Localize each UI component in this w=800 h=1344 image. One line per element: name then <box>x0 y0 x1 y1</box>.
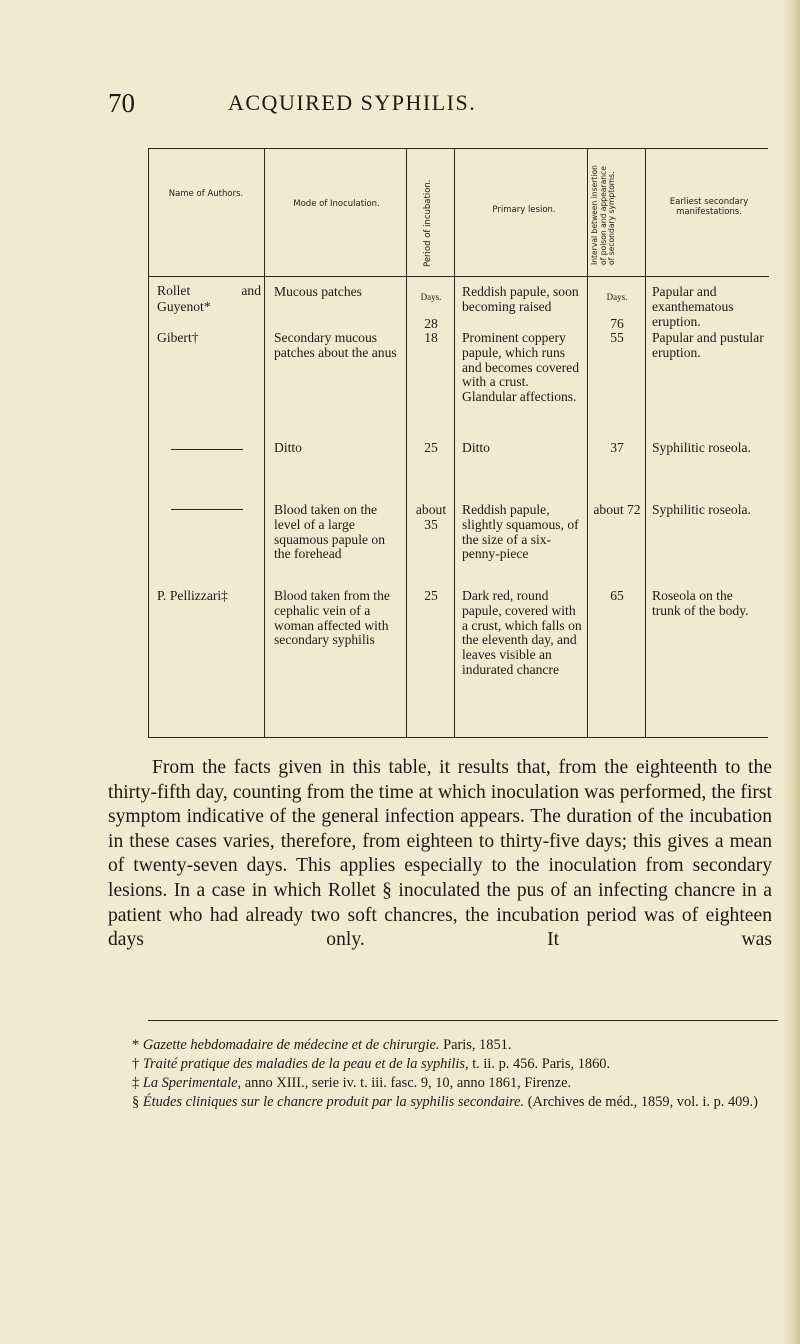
table-cell-manifestations: Syphilitic roseola. <box>652 440 751 455</box>
footnotes <box>108 1036 772 1112</box>
page-edge-shadow <box>782 0 800 1344</box>
table-cell-manifestations: Papular and exanthematous eruption. <box>652 284 734 329</box>
footnote-mark: * <box>132 1037 140 1053</box>
footnote-rule <box>148 1020 778 1021</box>
ditto-dash <box>171 449 243 450</box>
column-divider <box>264 149 265 737</box>
column-divider <box>645 149 646 737</box>
footnote-mark: † <box>132 1056 140 1072</box>
table-cell-manifestations: Papular and pustular eruption. <box>652 330 764 360</box>
units-label: Days. <box>606 291 628 302</box>
column-divider <box>587 149 588 737</box>
footnote-mark: § <box>132 1094 140 1110</box>
footnote-title: Études cliniques sur le chancre produit par la syphilis secondaire. <box>142 1094 525 1110</box>
table-cell-author: P. Pellizzari‡ <box>157 588 228 603</box>
table-cell-period: 25 <box>424 440 438 455</box>
table-cell-lesion: Dark red, round papule, covered with a crust, which falls on the eleventh day, and leaves visible an indurated chancre <box>462 588 582 677</box>
table-cell-lesion: Reddish papule, slightly squamous, of the size of a six-penny-piece <box>462 502 579 562</box>
footnote-title: La Sperimentale, <box>142 1075 242 1091</box>
table-cell-lesion: Reddish papule, soon becoming raised <box>462 284 579 314</box>
footnote-rest: Paris, 1851. <box>443 1037 512 1053</box>
footnote <box>108 1093 772 1112</box>
table-cell-manifestations: Syphilitic roseola. <box>652 502 751 517</box>
table-cell-mode: Blood taken on the level of a large squamous papule on the forehead <box>274 502 386 562</box>
table-cell-interval <box>589 278 645 331</box>
header-rule <box>149 276 769 277</box>
footnote-title: Gazette hebdomadaire de médecine et de chirurgie. <box>142 1037 440 1053</box>
column-divider <box>406 149 407 737</box>
incubation-table <box>148 148 768 738</box>
header-manifestations: Earliest secondary manifestations. <box>669 197 749 217</box>
table-cell-period <box>411 278 451 331</box>
table-cell-interval: 55 <box>610 330 624 345</box>
header-period: Period of incubation. <box>423 179 433 267</box>
page-number: 70 <box>108 88 135 118</box>
table-cell-period: 25 <box>424 588 438 603</box>
table-cell-period: 18 <box>424 330 438 345</box>
table-cell-interval: 65 <box>610 588 624 603</box>
table-cell-interval: 37 <box>610 440 624 455</box>
period-value: 28 <box>424 315 438 331</box>
table-cell-lesion: Ditto <box>462 440 490 455</box>
page-header <box>108 88 668 128</box>
footnote-title: Traité pratique des maladies de la peau et de la syphilis, <box>142 1056 469 1072</box>
interval-value: 76 <box>610 315 624 331</box>
body-paragraph <box>108 756 772 953</box>
table-cell-mode: Ditto <box>274 440 302 455</box>
table-cell-author: Gibert† <box>157 330 199 345</box>
footnote-rest: (Archives de méd., 1859, vol. i. p. 409.) <box>527 1094 758 1110</box>
running-head: ACQUIRED SYPHILIS. <box>228 90 477 115</box>
table-cell-lesion: Prominent coppery papule, which runs and becomes covered with a crust. Glandular affections. <box>462 330 580 405</box>
table-cell-author: Rollet and Guyenot* <box>157 283 261 314</box>
header-authors: Name of Authors. <box>168 189 244 199</box>
table-cell-mode: Blood taken from the cephalic vein of a woman affected with secondary syphilis <box>274 588 390 648</box>
table-cell-period: about 35 <box>415 502 447 532</box>
table-cell-manifestations: Roseola on the trunk of the body. <box>652 588 749 618</box>
footnote-mark: ‡ <box>132 1075 140 1091</box>
footnote <box>108 1036 772 1055</box>
header-mode: Mode of Inoculation. <box>293 199 380 209</box>
table-cell-mode: Mucous patches <box>274 284 362 299</box>
footnote <box>108 1055 772 1074</box>
footnote-rest: t. ii. p. 456. Paris, 1860. <box>472 1056 611 1072</box>
units-label: Days. <box>420 291 442 302</box>
table-cell-mode: Secondary mucous patches about the anus <box>274 330 397 360</box>
column-divider <box>454 149 455 737</box>
ditto-dash <box>171 509 243 510</box>
header-lesion: Primary lesion. <box>492 205 556 215</box>
footnote-rest: anno XIII., serie iv. t. iii. fasc. 9, 10, anno 1861, Firenze. <box>244 1075 572 1091</box>
header-interval: Interval between insertion of poison and appearance of secondary symptoms. <box>590 165 617 265</box>
table-cell-interval: about 72 <box>593 502 641 517</box>
paragraph-text: From the facts given in this table, it results that, from the eighteenth to the thirty-fifth day, counting from the time at which inoculation was performed, the first symptom indicative of the general infection appears. The duration of the incubation in these cases varies, therefore, from eighteen to thirty-five days; this gives a mean of twenty-seven days. This applies especially to the inoculation from secondary lesions. In a case in which Rollet § inoculated the pus of an infecting chancre in a patient who had already two soft chancres, the incubation period was of eighteen days only. It was <box>108 757 772 951</box>
footnote <box>108 1074 772 1093</box>
